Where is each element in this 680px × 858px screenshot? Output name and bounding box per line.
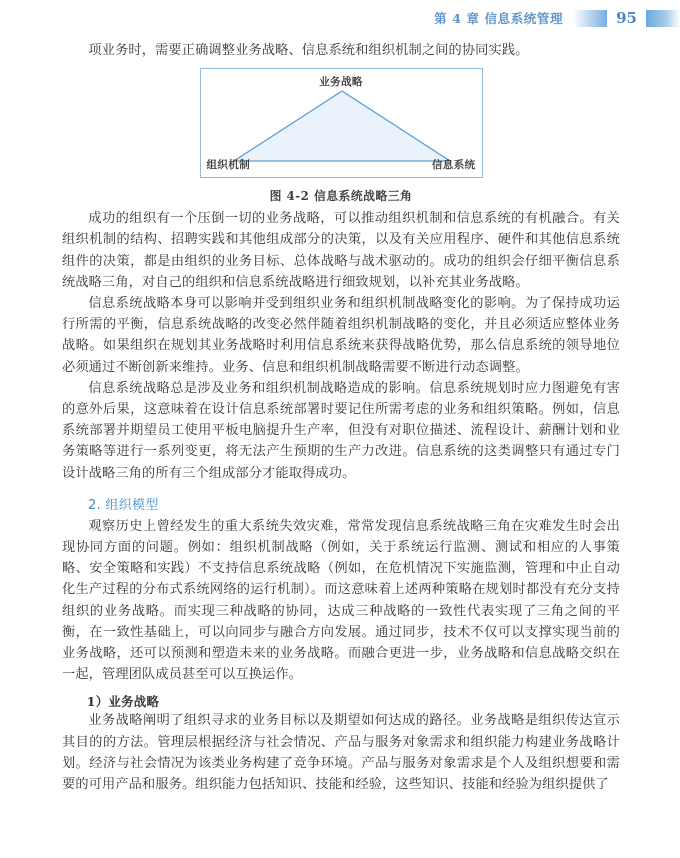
- label-information-system: 信息系统: [431, 159, 476, 172]
- page-number: 95: [616, 9, 637, 27]
- header-gradient-bar-left: [573, 10, 607, 27]
- label-business-strategy: 业务战略: [319, 76, 363, 89]
- page-header: [0, 0, 680, 36]
- paragraph-historical-failures: 观察历史上曾经发生的重大系统失效灾难，常常发现信息系统战略三角在灾难发生时会出现协同方面的问题。例如：组织机制战略（例如，关于系统运行监测、测试和相应的人事策略、安全策略和实践）不支持信息系统战略（例如，在危机情况下实施监测，管理和中止自动化生产过程的分布式系统网络的运行机制）。而这意味着上述两种策略在规划时都没有充分支持组织的业务战略。而实现三种战略的协同，达成三种战略的一致性代表实现了三角之间的平衡，在一致性基础上，可以向同步与融合方向发展。通过同步，技术不仅可以支撑实现当前的业务战略，还可以预测和塑造未来的业务战略。而融合更进一步，业务战略和信息战略交织在一起，管理团队成员甚至可以互换运作。: [62, 518, 620, 683]
- paragraph-is-strategy-influence: 信息系统战略本身可以影响并受到组织业务和组织机制战略变化的影响。为了保持成功运行所需的平衡，信息系统战略的改变必然伴随着组织机制战略的变化，并且必须适应整体业务战略。如果组织在规划其业务战略时利用信息系统来获得战略优势，那么信息系统的领导地位必须通过不断创新来维持。业务、信息和组织机制战略需要不断进行动态调整。: [62, 296, 620, 375]
- paragraph-continuation: 项业务时，需要正确调整业务战略、信息系统和组织机制之间的协同实践。: [88, 43, 529, 58]
- page-content: [62, 40, 620, 795]
- figure-frame: [200, 68, 483, 178]
- label-organizational-mechanism: 组织机制: [206, 159, 251, 172]
- triangle-shape: [234, 91, 450, 161]
- paragraph-successful-organization: 成功的组织有一个压倒一切的业务战略，可以推动组织机制和信息系统的有机融合。有关组织机制的结构、招聘实践和其他组成部分的决策，以及有关应用程序、硬件和其他信息系统组件的决策，都是由组织的业务目标、总体战略与战术驱动的。成功的组织会仔细平衡信息系统战略三角，对自己的组织和信息系统战略进行细致规划，以补充其业务战略。: [62, 211, 620, 290]
- paragraph-is-strategy-impact: 信息系统战略总是涉及业务和组织机制战略造成的影响。信息系统规划时应力图避免有害的意外后果，这意味着在设计信息系统部署时要记住所需考虑的业务和组织策略。例如，信息系统部署并期望员工使用平板电脑提升生产率，但没有对职位描述、流程设计、薪酬计划和业务策略等进行一系列变更，将无法产生预期的生产力改进。信息系统的这类调整只有通过专门设计战略三角的所有三个组成部分才能取得成功。: [62, 380, 620, 481]
- figure-caption: 图 4-2 信息系统战略三角: [269, 189, 413, 204]
- subsection-heading-business-strategy: 1）业务战略: [86, 694, 160, 710]
- figure-4-2: [62, 68, 620, 204]
- chapter-title: 第 4 章 信息系统管理: [434, 11, 564, 26]
- paragraph-business-strategy-definition: 业务战略阐明了组织寻求的业务目标以及期望如何达成的路径。业务战略是组织传达宣示其目的的方法。管理层根据经济与社会情况、产品与服务对象需求和组织能力构建业务战略计划。经济与社会情况为该类业务构建了竞争环境。产品与服务对象需求是个人及组织想要和需要的可用产品和服务。组织能力包括知识、技能和经验，这些知识、技能和经验为组织提供了: [62, 713, 620, 793]
- header-gradient-bar-right: [646, 10, 680, 27]
- section-heading-organizational-model: 2. 组织模型: [88, 497, 159, 513]
